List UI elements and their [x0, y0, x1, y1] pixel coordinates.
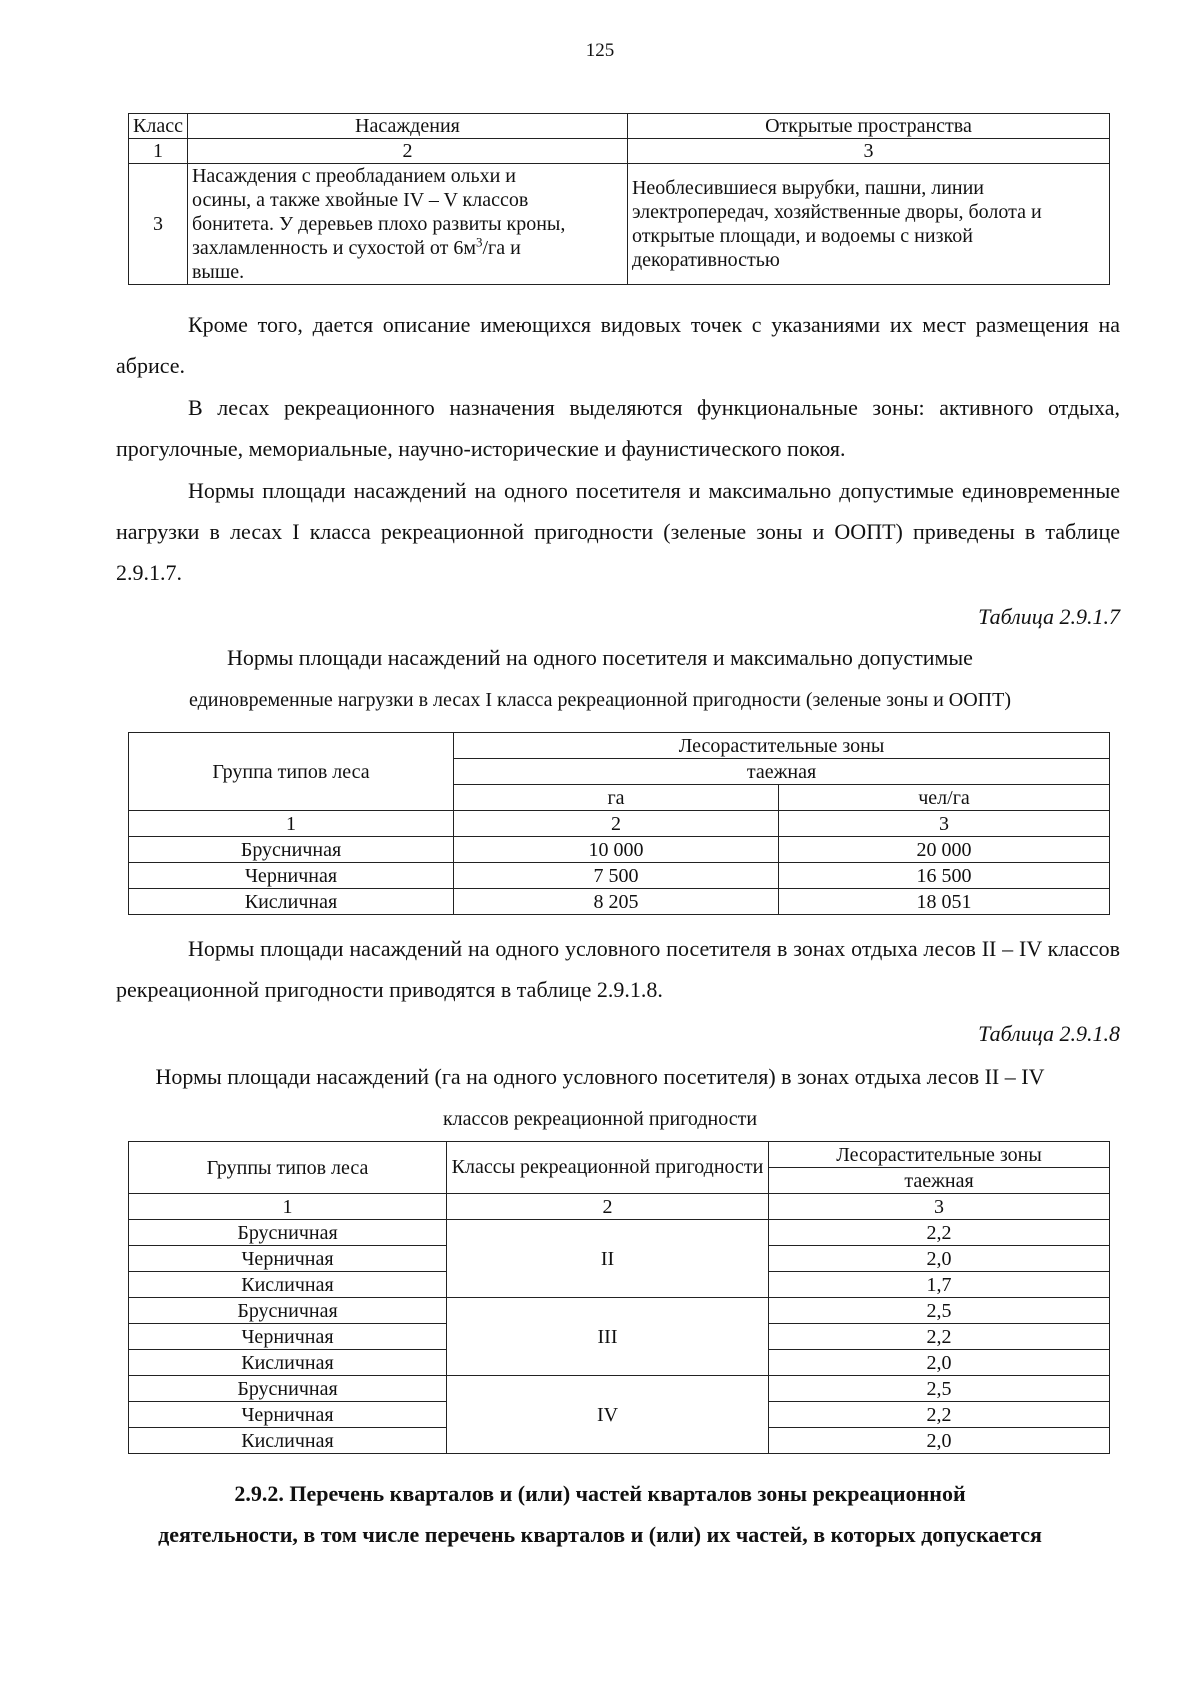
col-number: 2 — [447, 1194, 769, 1220]
table-caption — [100, 637, 1100, 721]
table-header-row — [129, 1142, 1110, 1168]
text-line: выше. — [191, 261, 245, 283]
table-numbering-row — [129, 139, 1110, 164]
norm-value: 2,2 — [769, 1220, 1110, 1246]
people-value: 20 000 — [779, 837, 1110, 863]
forest-group: Брусничная — [129, 837, 454, 863]
table-row — [129, 837, 1110, 863]
norms-table-2918 — [128, 1141, 1110, 1454]
header-forest-group: Группа типов леса — [129, 733, 454, 811]
text-line: /га и — [482, 237, 521, 259]
section-heading — [100, 1473, 1100, 1555]
forest-group: Черничная — [129, 1324, 447, 1350]
col-number: 3 — [627, 139, 1109, 164]
header-class: Класс — [129, 114, 188, 139]
header-taiga: таежная — [454, 759, 1110, 785]
text-line: открытые площади, и водоемы с низкой — [631, 225, 973, 247]
table-row — [129, 1376, 1110, 1402]
norms-table-2917 — [128, 732, 1110, 915]
paragraph-text: Нормы площади насаждений на одного условного посетителя в зонах отдыха лесов II – IV классов рекреационной пригодности приводятся в таблице 2.9.1.8. — [116, 936, 1120, 1002]
caption-line: Нормы площади насаждений на одного посетителя и максимально допустимые — [227, 645, 973, 670]
text-line: электропередач, хозяйственные дворы, болота и — [631, 201, 1042, 223]
page-number: 125 — [585, 40, 615, 61]
heading-line: 2.9.2. Перечень кварталов и (или) частей кварталов зоны рекреационной — [234, 1481, 966, 1506]
forest-group: Черничная — [129, 863, 454, 889]
table-numbering-row — [129, 1194, 1110, 1220]
hectares-value: 8 205 — [454, 889, 779, 915]
paragraph — [116, 387, 1120, 469]
norm-value: 2,0 — [769, 1246, 1110, 1272]
table-header-row — [129, 114, 1110, 139]
caption-line: классов рекреационной пригодности — [442, 1108, 758, 1130]
table-row — [129, 889, 1110, 915]
norm-value: 2,0 — [769, 1350, 1110, 1376]
forest-group: Кисличная — [129, 889, 454, 915]
class-value: 3 — [129, 164, 188, 285]
table-row — [129, 1298, 1110, 1324]
table-row — [129, 164, 1110, 285]
col-number: 1 — [129, 811, 454, 837]
header-forest-zones: Лесорастительные зоны — [454, 733, 1110, 759]
people-value: 16 500 — [779, 863, 1110, 889]
forest-group: Брусничная — [129, 1376, 447, 1402]
norm-value: 2,0 — [769, 1428, 1110, 1454]
norm-value: 2,5 — [769, 1298, 1110, 1324]
superscript: 3 — [476, 234, 483, 250]
table-label: Таблица 2.9.1.8 — [978, 1021, 1120, 1046]
norm-value: 2,2 — [769, 1324, 1110, 1350]
caption-line: Нормы площади насаждений (га на одного условного посетителя) в зонах отдыха лесов II – IV — [155, 1064, 1045, 1089]
header-hectares: га — [454, 785, 779, 811]
header-forest-zones: Лесорастительные зоны — [769, 1142, 1110, 1168]
plantings-description — [187, 164, 627, 285]
forest-group: Брусничная — [129, 1220, 447, 1246]
header-taiga: таежная — [769, 1168, 1110, 1194]
norm-value: 1,7 — [769, 1272, 1110, 1298]
table-numbering-row — [129, 811, 1110, 837]
header-plantings: Насаждения — [187, 114, 627, 139]
table-header-row — [129, 733, 1110, 759]
table-caption — [100, 1056, 1100, 1140]
text-line: захламленность и сухостой от 6м — [191, 237, 476, 259]
table-row — [129, 863, 1110, 889]
people-value: 18 051 — [779, 889, 1110, 915]
recreation-class: IV — [447, 1376, 769, 1454]
hectares-value: 7 500 — [454, 863, 779, 889]
forest-group: Черничная — [129, 1402, 447, 1428]
recreation-class: III — [447, 1298, 769, 1376]
forest-group: Кисличная — [129, 1350, 447, 1376]
forest-group: Кисличная — [129, 1428, 447, 1454]
forest-group: Черничная — [129, 1246, 447, 1272]
paragraph-text: Нормы площади насаждений на одного посетителя и максимально допустимые единовременные нагрузки в лесах I класса рекреационной пригодности (зеленые зоны и ООПТ) приведены в таблице 2.9.1.7. — [116, 478, 1120, 585]
paragraph-text: В лесах рекреационного назначения выделяются функциональные зоны: активного отдыха, прогулочные, мемориальные, научно-исторические и фаунистического покоя. — [116, 395, 1120, 461]
norm-value: 2,2 — [769, 1402, 1110, 1428]
col-number: 3 — [769, 1194, 1110, 1220]
forest-group: Брусничная — [129, 1298, 447, 1324]
header-people-per-ha: чел/га — [779, 785, 1110, 811]
recreation-class: II — [447, 1220, 769, 1298]
plantings-classes-table — [128, 113, 1110, 285]
col-number: 1 — [129, 139, 188, 164]
forest-group: Кисличная — [129, 1272, 447, 1298]
norm-value: 2,5 — [769, 1376, 1110, 1402]
heading-line: деятельности, в том числе перечень кварталов и (или) их частей, в которых допускается — [158, 1522, 1042, 1547]
header-recreation-classes: Классы рекреационной пригодности — [447, 1142, 769, 1194]
header-forest-groups: Группы типов леса — [129, 1142, 447, 1194]
col-number: 1 — [129, 1194, 447, 1220]
caption-line: единовременные нагрузки в лесах I класса рекреационной пригодности (зеленые зоны и ООПТ) — [188, 689, 1011, 711]
col-number: 2 — [187, 139, 627, 164]
header-open-spaces: Открытые пространства — [627, 114, 1109, 139]
paragraph — [116, 304, 1120, 386]
paragraph — [116, 470, 1120, 593]
col-number: 3 — [779, 811, 1110, 837]
text-line: бонитета. У деревьев плохо развиты кроны, — [191, 213, 566, 235]
table-label: Таблица 2.9.1.7 — [978, 604, 1120, 629]
text-line: декоративностью — [631, 249, 780, 271]
text-line: Насаждения с преобладанием ольхи и — [191, 165, 516, 187]
paragraph-text: Кроме того, дается описание имеющихся видовых точек с указаниями их мест размещения на абрисе. — [116, 312, 1120, 378]
text-line: осины, а также хвойные IV – V классов — [191, 189, 529, 211]
table-row — [129, 1220, 1110, 1246]
hectares-value: 10 000 — [454, 837, 779, 863]
text-line: Необлесившиеся вырубки, пашни, линии — [631, 177, 985, 199]
paragraph — [116, 928, 1120, 1010]
col-number: 2 — [454, 811, 779, 837]
open-spaces-description — [627, 164, 1109, 285]
